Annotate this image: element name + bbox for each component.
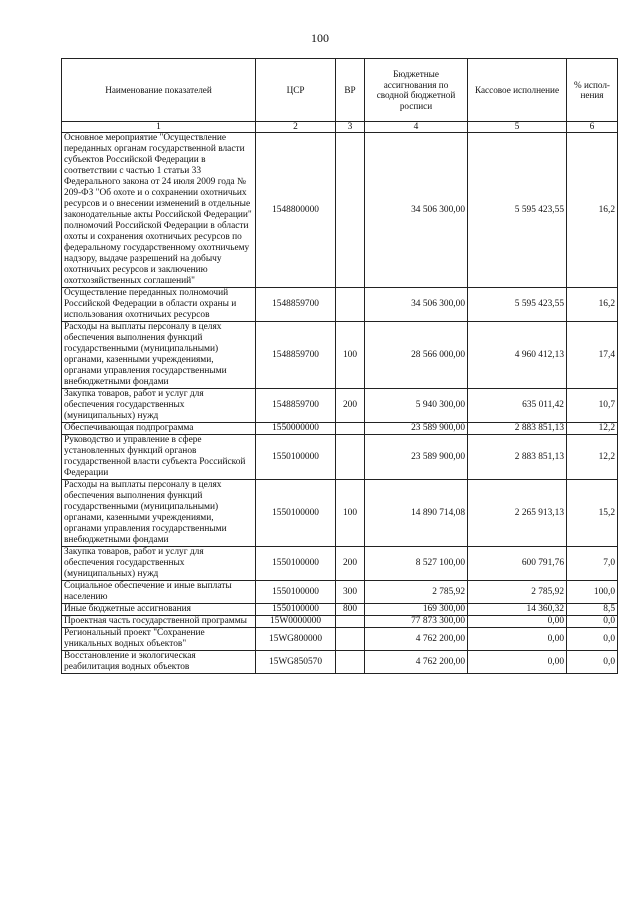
csr-code: 1550000000 xyxy=(256,423,336,435)
csr-code: 1550100000 xyxy=(256,435,336,480)
column-number: 6 xyxy=(567,122,618,133)
budget-assignment: 23 589 900,00 xyxy=(365,435,468,480)
cash-execution: 0,00 xyxy=(468,628,567,651)
csr-code: 15W0000000 xyxy=(256,616,336,628)
budget-assignment: 14 890 714,08 xyxy=(365,480,468,547)
vr-code: 100 xyxy=(336,480,365,547)
budget-assignment: 5 940 300,00 xyxy=(365,389,468,423)
cash-execution: 2 883 851,13 xyxy=(468,435,567,480)
cash-execution: 2 265 913,13 xyxy=(468,480,567,547)
vr-code: 200 xyxy=(336,547,365,581)
execution-percent: 12,2 xyxy=(567,423,618,435)
header-name: Наименование показателей xyxy=(62,59,256,122)
table-row xyxy=(62,435,618,480)
budget-assignment: 8 527 100,00 xyxy=(365,547,468,581)
execution-percent: 16,2 xyxy=(567,133,618,288)
table-row xyxy=(62,423,618,435)
csr-code: 1550100000 xyxy=(256,604,336,616)
indicator-name: Социальное обеспечение и иные выплаты населению xyxy=(62,581,256,604)
execution-percent: 15,2 xyxy=(567,480,618,547)
budget-assignment: 2 785,92 xyxy=(365,581,468,604)
vr-code xyxy=(336,628,365,651)
table-row xyxy=(62,628,618,651)
indicator-name: Расходы на выплаты персоналу в целях обеспечения выполнения функций государственными (муниципальными) органами, казенными учреждениями, органами управления государственными внебюджетными фондами xyxy=(62,480,256,547)
cash-execution: 0,00 xyxy=(468,651,567,674)
table-header-row xyxy=(62,59,618,122)
execution-percent: 10,7 xyxy=(567,389,618,423)
column-number-row xyxy=(62,122,618,133)
table-row xyxy=(62,288,618,322)
cash-execution: 0,00 xyxy=(468,616,567,628)
budget-assignment: 23 589 900,00 xyxy=(365,423,468,435)
column-number: 1 xyxy=(62,122,256,133)
cash-execution: 2 883 851,13 xyxy=(468,423,567,435)
csr-code: 1550100000 xyxy=(256,581,336,604)
header-csr: ЦСР xyxy=(256,59,336,122)
execution-percent: 7,0 xyxy=(567,547,618,581)
table-row xyxy=(62,322,618,389)
table-row xyxy=(62,133,618,288)
vr-code: 100 xyxy=(336,322,365,389)
csr-code: 15WG800000 xyxy=(256,628,336,651)
execution-percent: 0,0 xyxy=(567,628,618,651)
vr-code: 800 xyxy=(336,604,365,616)
indicator-name: Руководство и управление в сфере установленных функций органов государственной власти субъекта Российской Федерации xyxy=(62,435,256,480)
indicator-name: Осуществление переданных полномочий Российской Федерации в области охраны и использования охотничьих ресурсов xyxy=(62,288,256,322)
table-row xyxy=(62,389,618,423)
vr-code xyxy=(336,616,365,628)
budget-assignment: 28 566 000,00 xyxy=(365,322,468,389)
table-body xyxy=(62,133,618,674)
execution-percent: 0,0 xyxy=(567,651,618,674)
header-cash: Кассовое исполнение xyxy=(468,59,567,122)
cash-execution: 600 791,76 xyxy=(468,547,567,581)
execution-percent: 17,4 xyxy=(567,322,618,389)
vr-code: 200 xyxy=(336,389,365,423)
vr-code: 300 xyxy=(336,581,365,604)
indicator-name: Закупка товаров, работ и услуг для обеспечения государственных (муниципальных) нужд xyxy=(62,389,256,423)
column-number: 2 xyxy=(256,122,336,133)
budget-table xyxy=(61,58,618,674)
indicator-name: Расходы на выплаты персоналу в целях обеспечения выполнения функций государственными (муниципальными) органами, казенными учреждениями, органами управления государственными внебюджетными фондами xyxy=(62,322,256,389)
indicator-name: Проектная часть государственной программы xyxy=(62,616,256,628)
page-number: 100 xyxy=(311,31,329,45)
column-number: 3 xyxy=(336,122,365,133)
cash-execution: 2 785,92 xyxy=(468,581,567,604)
csr-code: 1550100000 xyxy=(256,547,336,581)
execution-percent: 16,2 xyxy=(567,288,618,322)
indicator-name: Обеспечивающая подпрограмма xyxy=(62,423,256,435)
indicator-name: Иные бюджетные ассигнования xyxy=(62,604,256,616)
csr-code: 1548859700 xyxy=(256,288,336,322)
column-number: 4 xyxy=(365,122,468,133)
cash-execution: 5 595 423,55 xyxy=(468,133,567,288)
table-row xyxy=(62,604,618,616)
vr-code xyxy=(336,133,365,288)
vr-code xyxy=(336,651,365,674)
budget-assignment: 34 506 300,00 xyxy=(365,288,468,322)
table-row xyxy=(62,651,618,674)
table-row xyxy=(62,547,618,581)
cash-execution: 635 011,42 xyxy=(468,389,567,423)
csr-code: 15WG850570 xyxy=(256,651,336,674)
indicator-name: Закупка товаров, работ и услуг для обеспечения государственных (муниципальных) нужд xyxy=(62,547,256,581)
vr-code xyxy=(336,423,365,435)
budget-assignment: 4 762 200,00 xyxy=(365,628,468,651)
budget-assignment: 4 762 200,00 xyxy=(365,651,468,674)
budget-assignment: 169 300,00 xyxy=(365,604,468,616)
csr-code: 1548800000 xyxy=(256,133,336,288)
header-vr: ВР xyxy=(336,59,365,122)
vr-code xyxy=(336,435,365,480)
table-row xyxy=(62,480,618,547)
budget-assignment: 34 506 300,00 xyxy=(365,133,468,288)
indicator-name: Восстановление и экологическая реабилитация водных объектов xyxy=(62,651,256,674)
header-assignments: Бюджетные ассигнования по сводной бюджетной росписи xyxy=(365,59,468,122)
csr-code: 1548859700 xyxy=(256,322,336,389)
execution-percent: 12,2 xyxy=(567,435,618,480)
cash-execution: 4 960 412,13 xyxy=(468,322,567,389)
csr-code: 1548859700 xyxy=(256,389,336,423)
column-number: 5 xyxy=(468,122,567,133)
header-percent: % испол-нения xyxy=(567,59,618,122)
table-row xyxy=(62,581,618,604)
indicator-name: Основное мероприятие "Осуществление переданных органам государственной власти субъектов Российской Федерации в соответствии с частью 1 статьи 33 Федерального закона от 24 июля 2009 года № 209-ФЗ "Об охоте и о сохранении охотничьих ресурсов и о внесении изменений в отдельные законодательные акты Российской Федерации" полномочий Российской Федерации в области охоты и сохранения охотничьих ресурсов по федеральному государственному охотничьему надзору, выдаче разрешений на добычу охотничьих ресурсов и заключению охотхозяйственных соглашений" xyxy=(62,133,256,288)
vr-code xyxy=(336,288,365,322)
table-row xyxy=(62,616,618,628)
budget-assignment: 77 873 300,00 xyxy=(365,616,468,628)
execution-percent: 8,5 xyxy=(567,604,618,616)
execution-percent: 0,0 xyxy=(567,616,618,628)
csr-code: 1550100000 xyxy=(256,480,336,547)
cash-execution: 14 360,32 xyxy=(468,604,567,616)
execution-percent: 100,0 xyxy=(567,581,618,604)
indicator-name: Региональный проект "Сохранение уникальных водных объектов" xyxy=(62,628,256,651)
cash-execution: 5 595 423,55 xyxy=(468,288,567,322)
